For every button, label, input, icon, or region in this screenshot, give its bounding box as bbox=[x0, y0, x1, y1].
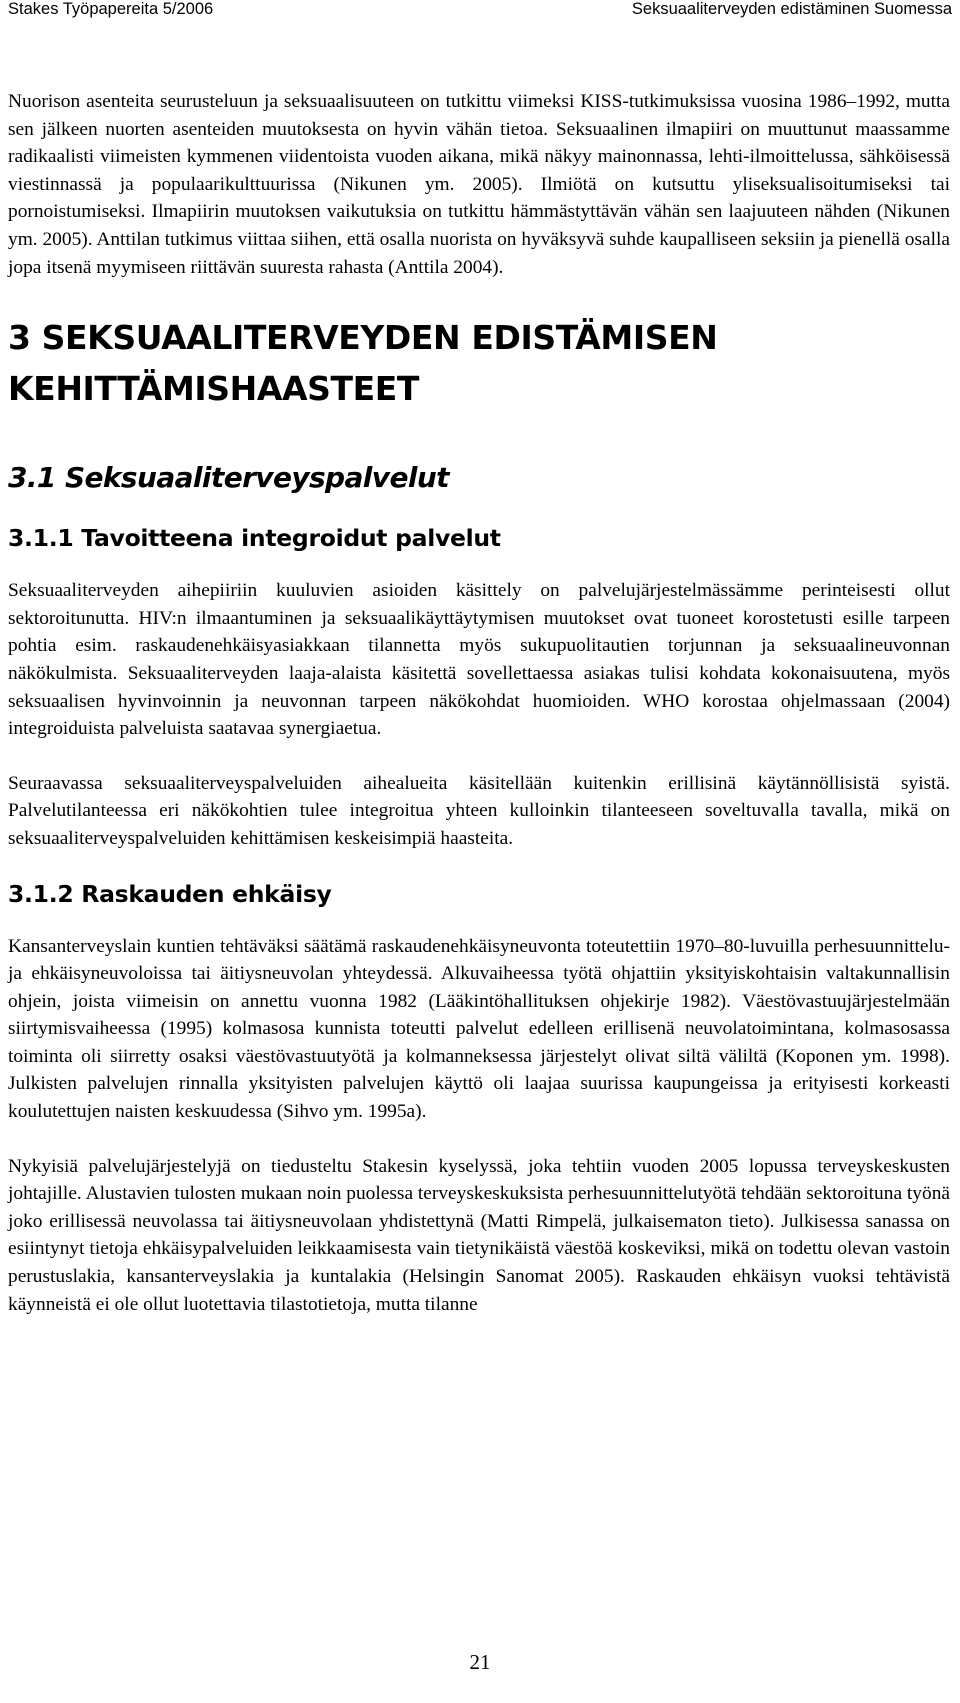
chapter-heading-line2: KEHITTÄMISHAASTEET bbox=[8, 369, 420, 409]
header-document-title: Seksuaaliterveyden edistäminen Suomessa bbox=[631, 0, 952, 18]
contraception-paragraph-2: Nykyisiä palvelujärjestelyjä on tiedusteltu Stakesin kyselyssä, joka tehtiin vuoden 2005 lopussa terveyskeskusten johtajille. Alustavien tulosten mukaan noin puolessa terveyskeskuksista perhesuunnittelutyötä tehdään sektoroituna työnä joko erillisessä neuvolassa tai äitiysneuvolaan yhdistettynä (Matti Rimpelä, julkaisematon tieto). Julkisessa sanassa on esiintynyt tietoja ehkäisypalveluiden leikkaamisesta vain tietynikäistä väestöä koskeviksi, mikä on todettu olevan vastoin perustuslakia, kansanterveyslakia ja kuntalakia (Helsingin Sanomat 2005). Raskauden ehkäisyn vuoksi tehtävistä käynneistä ei ole ollut luotettavia tilastotietoja, mutta tilanne bbox=[8, 1155, 950, 1315]
chapter-heading-line1: 3 SEKSUAALITERVEYDEN EDISTÄMISEN bbox=[8, 318, 718, 358]
integrated-services-paragraph-1: Seksuaaliterveyden aihepiiriin kuuluvien asioiden käsittely on palvelujärjestelmässämme perinteisesti ollut sektoroitunutta. HIV:n ilmaantuminen ja seksuaalikäyttäytymisen muutokset ovat tuoneet korostetusti esille tarpeen pohtia esim. raskaudenehkäisyasiakkaan tilannetta myös sukupuolitautien torjunnan ja seksuaalineuvonnan näkökulmista. Seksuaaliterveyden laaja-alaista käsitettä sovellettaessa asiakas tulisi kohdata kokonaisuutena, myös seksuaalisen hyvinvoinnin ja neuvonnan tarpeen näkökohdat huomioiden. WHO korostaa ohjelmassaan (2004) integroiduista palveluista saatavaa synergiaetua. bbox=[8, 580, 950, 740]
chapter-heading bbox=[8, 312, 950, 414]
intro-paragraph: Nuorison asenteita seurusteluun ja seksuaalisuuteen on tutkittu viimeksi KISS-tutkimuksissa vuosina 1986–1992, mutta sen jälkeen nuorten asenteiden muutoksesta on hyvin vähän tietoa. Seksuaalinen ilmapiiri on muuttunut maassamme radikaalisti viimeisten kymmenen viidentoista vuoden aikana, mikä näkyy mainonnassa, lehti-ilmoittelussa, sähköisessä viestinnassä ja populaarikulttuurissa (Nikunen ym. 2005). Ilmiötä on kutsuttu yliseksualisoitumiseksi tai pornoistumiseksi. Ilmapiirin muutoksen vaikutuksia on tutkittu hämmästyttävän vähän sen laajuuteen nähden (Nikunen ym. 2005). Anttilan tutkimus viittaa siihen, että osalla nuorista on hyväksyvä suhde kaupalliseen seksiin ja pienellä osalla jopa itsenä myymiseen riittävän suuresta rahasta (Anttila 2004). bbox=[8, 91, 950, 278]
integrated-services-paragraph-2: Seuraavassa seksuaaliterveyspalveluiden aihealueita käsitellään kuitenkin erillisinä käytännöllisistä syistä. Palvelutilanteessa eri näkökohtien tulee integroitua yhteen kulloinkin tilanteeseen soveltuvalla tavalla, mikä on seksuaaliterveyspalveluiden kehittämisen keskeisimpiä haasteita. bbox=[8, 772, 950, 849]
page-number: 21 bbox=[469, 1650, 491, 1674]
running-header bbox=[8, 0, 952, 26]
contraception-paragraph-1: Kansanterveyslain kuntien tehtäväksi säätämä raskaudenehkäisyneuvonta toteutettiin 1970–80-luvuilla perhesuunnittelu- ja ehkäisyneuvoloissa tai äitiysneuvolan yhteydessä. Alkuvaiheessa työtä ohjattiin yksityiskohtaisin valtakunnallisin ohjein, joista viimeisin on annettu vuonna 1982 (Lääkintöhallituksen ohjekirje 1982). Väestövastuujärjestelmään siirtymisvaiheessa (1995) kolmasosa kunnista toteutti palvelut edelleen erillisenä neuvolatoimintana, kolmasosassa toiminta oli siirretty osaksi väestövastuutyötä ja kolmanneksessa järjestelyt olivat siltä väliltä (Koponen ym. 1998). Julkisten palvelujen rinnalla yksityisten palvelujen käyttö oli laajaa suurissa kaupungeissa ja erityisesti korkeasti koulutettujen naisten keskuudessa (Sihvo ym. 1995a). bbox=[8, 935, 950, 1123]
page-content bbox=[8, 88, 950, 1318]
subsection-heading-contraception: 3.1.2 Raskauden ehkäisy bbox=[8, 879, 332, 908]
header-publication: Stakes Työpapereita 5/2006 bbox=[8, 0, 214, 18]
section-heading: 3.1 Seksuaaliterveyspalvelut bbox=[8, 461, 449, 495]
subsection-heading-integrated-services: 3.1.1 Tavoitteena integroidut palvelut bbox=[8, 524, 501, 553]
